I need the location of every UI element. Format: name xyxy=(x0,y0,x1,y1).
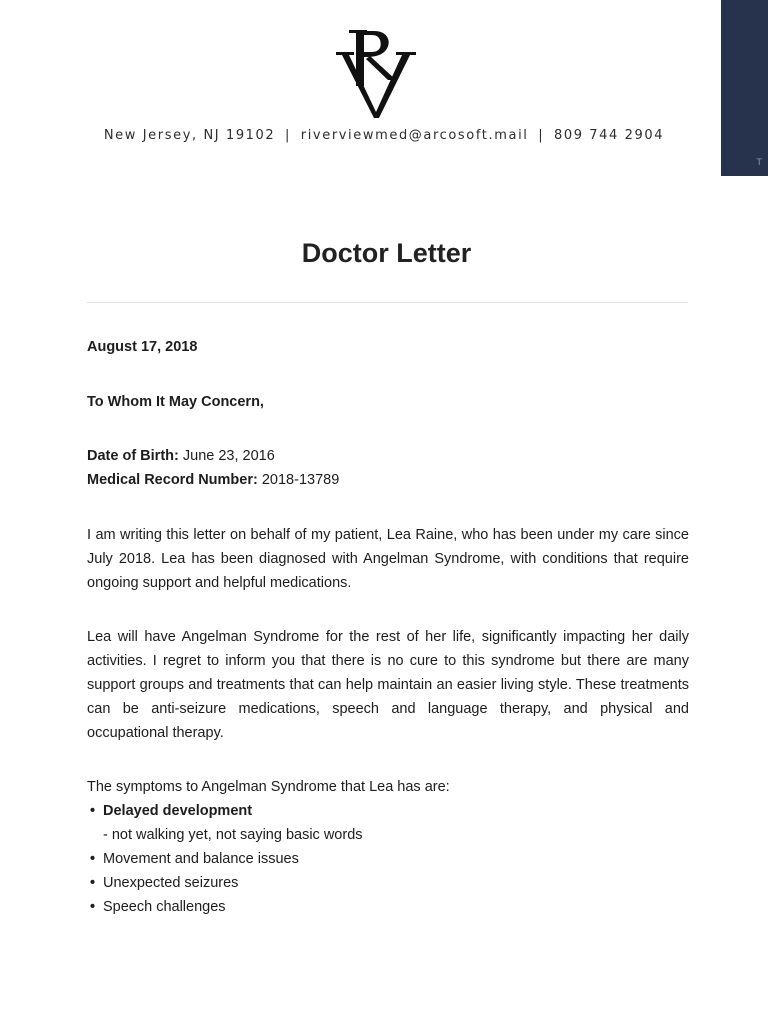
mrn-label: Medical Record Number: xyxy=(87,472,258,488)
symptoms-intro: The symptoms to Angelman Syndrome that Lea has are: xyxy=(87,779,450,795)
paragraph-intro: I am writing this letter on behalf of my patient, Lea Raine, who has been under my care since July 2018. Lea has been diagnosed with Angelman Syndrome, with conditions that require ongoing support and helpful medications. xyxy=(87,527,689,591)
symptoms-section xyxy=(87,775,689,919)
salutation: To Whom It May Concern, xyxy=(87,394,264,410)
symptom-label: Speech challenges xyxy=(103,899,226,915)
contact-line xyxy=(0,128,768,143)
paragraph-prognosis: Lea will have Angelman Syndrome for the rest of her life, significantly impacting her daily activities. I regret to inform you that there is no cure to this syndrome but there are many support groups and treatments that can help maintain an easier living style. These treatments can be anti-seizure medications, speech and language therapy, and physical and occupational therapy. xyxy=(87,629,689,741)
contact-phone[interactable]: 809 744 2904 xyxy=(553,128,665,143)
letter-date: August 17, 2018 xyxy=(87,339,198,355)
dob-row xyxy=(87,444,689,468)
title-divider xyxy=(87,302,688,303)
list-item xyxy=(87,895,689,919)
symptom-label: Movement and balance issues xyxy=(103,851,299,867)
contact-separator: | xyxy=(538,128,545,143)
symptom-label: Delayed development xyxy=(103,803,253,819)
dob-value: June 23, 2016 xyxy=(182,448,275,464)
list-item xyxy=(87,871,689,895)
dob-label: Date of Birth: xyxy=(87,448,179,464)
mrn-row xyxy=(87,468,689,492)
contact-email[interactable]: riverviewmed@arcosoft.mail xyxy=(300,128,529,143)
corner-tab-glyph: T xyxy=(756,158,762,168)
list-item xyxy=(87,799,689,847)
patient-info xyxy=(87,444,689,492)
contact-separator: | xyxy=(285,128,292,143)
symptom-detail: - not walking yet, not saying basic words xyxy=(103,827,363,843)
contact-location: New Jersey, NJ 19102 xyxy=(103,128,276,143)
riverview-logo xyxy=(334,28,418,118)
mrn-value: 2018-13789 xyxy=(261,472,340,488)
document-title: Doctor Letter xyxy=(301,238,472,268)
corner-tab[interactable] xyxy=(721,0,768,176)
list-item xyxy=(87,847,689,871)
symptoms-list xyxy=(87,799,689,919)
symptom-label: Unexpected seizures xyxy=(103,875,239,891)
